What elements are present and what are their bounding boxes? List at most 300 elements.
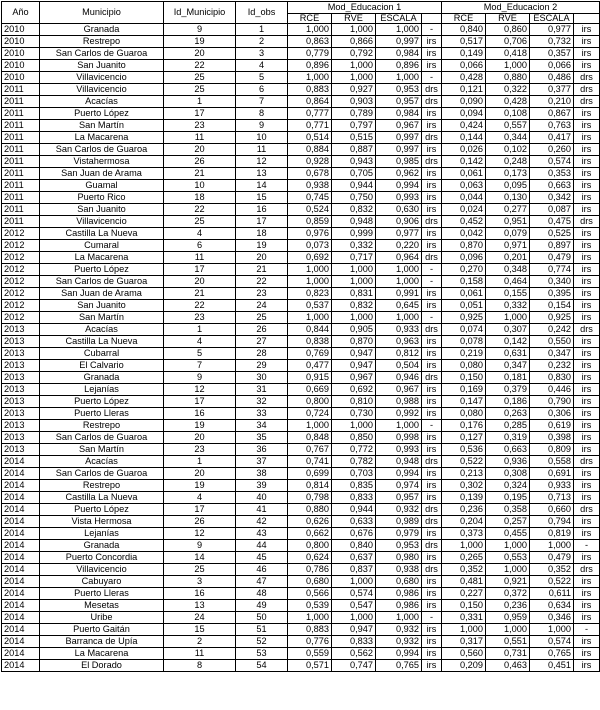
cell-rce-1: 0,566 xyxy=(288,588,332,600)
cell-rve-2: 0,971 xyxy=(486,240,530,252)
cell-municipio: San Carlos de Guaroa xyxy=(40,276,164,288)
cell-returns-2: irs xyxy=(574,588,600,600)
cell-escala-2: 0,663 xyxy=(530,180,574,192)
cell-escala-1: 1,000 xyxy=(376,612,422,624)
cell-escala-2: 0,417 xyxy=(530,132,574,144)
cell-anio: 2012 xyxy=(2,240,40,252)
table-row xyxy=(2,288,600,300)
cell-escala-2: 0,522 xyxy=(530,576,574,588)
cell-rce-1: 0,880 xyxy=(288,504,332,516)
cell-id-obs: 26 xyxy=(236,324,288,336)
cell-rve-1: 0,837 xyxy=(332,564,376,576)
cell-municipio: La Macarena xyxy=(40,132,164,144)
cell-rce-2: 0,270 xyxy=(442,264,486,276)
cell-id-municipio: 22 xyxy=(164,204,236,216)
cell-rve-1: 0,831 xyxy=(332,288,376,300)
cell-id-obs: 49 xyxy=(236,600,288,612)
cell-rce-2: 0,080 xyxy=(442,408,486,420)
cell-municipio: Castilla La Nueva xyxy=(40,492,164,504)
cell-id-obs: 20 xyxy=(236,252,288,264)
cell-rce-1: 1,000 xyxy=(288,312,332,324)
cell-rve-1: 0,772 xyxy=(332,444,376,456)
cell-municipio: Lejanías xyxy=(40,384,164,396)
cell-id-obs: 35 xyxy=(236,432,288,444)
cell-id-obs: 28 xyxy=(236,348,288,360)
cell-anio: 2011 xyxy=(2,108,40,120)
cell-rve-1: 0,692 xyxy=(332,384,376,396)
cell-returns-2: irs xyxy=(574,336,600,348)
cell-id-obs: 22 xyxy=(236,276,288,288)
cell-escala-1: 0,991 xyxy=(376,288,422,300)
cell-id-obs: 51 xyxy=(236,624,288,636)
cell-escala-1: 0,680 xyxy=(376,576,422,588)
cell-anio: 2014 xyxy=(2,564,40,576)
cell-anio: 2013 xyxy=(2,432,40,444)
cell-anio: 2011 xyxy=(2,84,40,96)
cell-municipio: Barranca de Upía xyxy=(40,636,164,648)
cell-id-municipio: 11 xyxy=(164,648,236,660)
cell-municipio: San Carlos de Guaroa xyxy=(40,432,164,444)
cell-returns-2: drs xyxy=(574,96,600,108)
cell-rve-1: 0,944 xyxy=(332,180,376,192)
header-escala-2: ESCALA xyxy=(530,14,574,24)
cell-id-obs: 5 xyxy=(236,72,288,84)
cell-escala-2: 0,353 xyxy=(530,168,574,180)
cell-rve-1: 0,870 xyxy=(332,336,376,348)
cell-escala-1: 1,000 xyxy=(376,312,422,324)
cell-id-obs: 38 xyxy=(236,468,288,480)
cell-rce-1: 0,859 xyxy=(288,216,332,228)
table-row xyxy=(2,624,600,636)
table-row xyxy=(2,324,600,336)
cell-rve-1: 0,833 xyxy=(332,492,376,504)
cell-id-municipio: 24 xyxy=(164,612,236,624)
cell-id-municipio: 16 xyxy=(164,408,236,420)
cell-returns-1: irs xyxy=(422,636,442,648)
cell-escala-1: 0,812 xyxy=(376,348,422,360)
cell-rve-2: 0,959 xyxy=(486,612,530,624)
cell-rce-2: 0,051 xyxy=(442,300,486,312)
cell-id-municipio: 21 xyxy=(164,168,236,180)
cell-municipio: San Juanito xyxy=(40,300,164,312)
cell-escala-2: 0,479 xyxy=(530,252,574,264)
cell-escala-1: 0,984 xyxy=(376,108,422,120)
cell-escala-2: 0,066 xyxy=(530,60,574,72)
cell-escala-2: 0,574 xyxy=(530,156,574,168)
cell-id-municipio: 18 xyxy=(164,192,236,204)
cell-anio: 2012 xyxy=(2,300,40,312)
cell-returns-2: - xyxy=(574,540,600,552)
cell-rve-1: 1,000 xyxy=(332,60,376,72)
cell-escala-2: 0,713 xyxy=(530,492,574,504)
cell-rve-1: 0,750 xyxy=(332,192,376,204)
cell-id-municipio: 12 xyxy=(164,528,236,540)
cell-escala-2: 0,398 xyxy=(530,432,574,444)
cell-id-municipio: 20 xyxy=(164,48,236,60)
cell-returns-2: drs xyxy=(574,456,600,468)
cell-municipio: Villavicencio xyxy=(40,84,164,96)
cell-rce-1: 1,000 xyxy=(288,264,332,276)
cell-escala-2: 0,809 xyxy=(530,444,574,456)
cell-returns-1: irs xyxy=(422,384,442,396)
cell-escala-2: 0,232 xyxy=(530,360,574,372)
cell-municipio: Puerto Rico xyxy=(40,192,164,204)
cell-municipio: San Juanito xyxy=(40,204,164,216)
cell-rce-2: 0,302 xyxy=(442,480,486,492)
cell-escala-1: 0,967 xyxy=(376,384,422,396)
cell-returns-2: irs xyxy=(574,180,600,192)
cell-escala-1: 0,979 xyxy=(376,528,422,540)
cell-returns-1: drs xyxy=(422,372,442,384)
cell-rve-1: 0,999 xyxy=(332,228,376,240)
table-row xyxy=(2,456,600,468)
cell-anio: 2011 xyxy=(2,144,40,156)
cell-id-obs: 40 xyxy=(236,492,288,504)
cell-anio: 2013 xyxy=(2,336,40,348)
cell-anio: 2014 xyxy=(2,588,40,600)
cell-escala-1: 0,932 xyxy=(376,636,422,648)
cell-rce-1: 0,814 xyxy=(288,480,332,492)
cell-rve-2: 0,095 xyxy=(486,180,530,192)
cell-escala-1: 0,997 xyxy=(376,36,422,48)
cell-id-municipio: 17 xyxy=(164,396,236,408)
table-row xyxy=(2,228,600,240)
cell-rce-2: 0,026 xyxy=(442,144,486,156)
cell-id-obs: 42 xyxy=(236,516,288,528)
cell-municipio: Acacías xyxy=(40,456,164,468)
cell-id-municipio: 20 xyxy=(164,276,236,288)
cell-escala-1: 0,980 xyxy=(376,552,422,564)
cell-rce-1: 0,514 xyxy=(288,132,332,144)
cell-rve-1: 0,947 xyxy=(332,360,376,372)
cell-rce-1: 0,571 xyxy=(288,660,332,672)
cell-returns-1: irs xyxy=(422,492,442,504)
cell-rce-1: 0,624 xyxy=(288,552,332,564)
table-row xyxy=(2,24,600,36)
cell-rce-2: 0,150 xyxy=(442,372,486,384)
cell-municipio: Lejanías xyxy=(40,528,164,540)
cell-municipio: El Dorado xyxy=(40,660,164,672)
cell-rce-1: 0,896 xyxy=(288,60,332,72)
cell-anio: 2014 xyxy=(2,540,40,552)
cell-returns-1: irs xyxy=(422,468,442,480)
cell-rve-2: 0,455 xyxy=(486,528,530,540)
cell-id-municipio: 17 xyxy=(164,504,236,516)
cell-municipio: San Juanito xyxy=(40,60,164,72)
cell-escala-1: 0,984 xyxy=(376,48,422,60)
cell-rve-2: 0,418 xyxy=(486,48,530,60)
cell-id-obs: 23 xyxy=(236,288,288,300)
cell-rve-2: 0,248 xyxy=(486,156,530,168)
table-row xyxy=(2,612,600,624)
cell-returns-2: irs xyxy=(574,384,600,396)
cell-escala-1: 0,988 xyxy=(376,396,422,408)
cell-rve-1: 0,832 xyxy=(332,300,376,312)
cell-rve-2: 0,308 xyxy=(486,468,530,480)
cell-rce-2: 0,452 xyxy=(442,216,486,228)
cell-escala-2: 0,525 xyxy=(530,228,574,240)
cell-returns-2: drs xyxy=(574,72,600,84)
cell-rve-1: 0,927 xyxy=(332,84,376,96)
cell-rce-2: 0,331 xyxy=(442,612,486,624)
cell-rve-2: 0,951 xyxy=(486,216,530,228)
table-row xyxy=(2,636,600,648)
cell-rve-2: 0,731 xyxy=(486,648,530,660)
cell-id-municipio: 8 xyxy=(164,660,236,672)
cell-returns-1: irs xyxy=(422,108,442,120)
cell-municipio: San Martín xyxy=(40,444,164,456)
header-escala-1: ESCALA xyxy=(376,14,422,24)
cell-returns-1: drs xyxy=(422,156,442,168)
table-row xyxy=(2,72,600,84)
cell-returns-2: irs xyxy=(574,360,600,372)
cell-returns-2: irs xyxy=(574,612,600,624)
cell-municipio: Villavicencio xyxy=(40,564,164,576)
cell-returns-2: drs xyxy=(574,216,600,228)
cell-returns-1: irs xyxy=(422,408,442,420)
cell-escala-2: 0,550 xyxy=(530,336,574,348)
cell-escala-1: 0,997 xyxy=(376,132,422,144)
cell-rce-2: 0,094 xyxy=(442,108,486,120)
cell-rce-1: 1,000 xyxy=(288,24,332,36)
cell-id-municipio: 9 xyxy=(164,372,236,384)
cell-anio: 2011 xyxy=(2,192,40,204)
cell-id-municipio: 15 xyxy=(164,624,236,636)
table-row xyxy=(2,372,600,384)
cell-id-obs: 11 xyxy=(236,144,288,156)
cell-returns-2: irs xyxy=(574,516,600,528)
cell-rce-2: 0,080 xyxy=(442,360,486,372)
cell-escala-2: 0,446 xyxy=(530,384,574,396)
cell-rce-2: 0,925 xyxy=(442,312,486,324)
cell-returns-2: irs xyxy=(574,468,600,480)
cell-id-obs: 29 xyxy=(236,360,288,372)
table-row xyxy=(2,240,600,252)
cell-rve-2: 0,173 xyxy=(486,168,530,180)
cell-id-obs: 4 xyxy=(236,60,288,72)
cell-id-municipio: 26 xyxy=(164,516,236,528)
table-row xyxy=(2,300,600,312)
cell-returns-1: drs xyxy=(422,252,442,264)
cell-id-municipio: 23 xyxy=(164,312,236,324)
cell-rve-1: 0,705 xyxy=(332,168,376,180)
cell-municipio: Puerto Lleras xyxy=(40,408,164,420)
cell-escala-2: 0,475 xyxy=(530,216,574,228)
table-row xyxy=(2,360,600,372)
cell-id-obs: 8 xyxy=(236,108,288,120)
cell-municipio: Acacías xyxy=(40,324,164,336)
cell-id-municipio: 7 xyxy=(164,360,236,372)
cell-rve-1: 1,000 xyxy=(332,72,376,84)
cell-returns-2: - xyxy=(574,624,600,636)
cell-rve-2: 0,201 xyxy=(486,252,530,264)
table-row xyxy=(2,540,600,552)
cell-id-obs: 30 xyxy=(236,372,288,384)
cell-returns-1: drs xyxy=(422,456,442,468)
cell-rve-1: 0,562 xyxy=(332,648,376,660)
cell-returns-1: irs xyxy=(422,528,442,540)
cell-returns-1: - xyxy=(422,420,442,432)
cell-escala-1: 0,977 xyxy=(376,228,422,240)
cell-rce-2: 0,227 xyxy=(442,588,486,600)
cell-returns-2: irs xyxy=(574,528,600,540)
cell-escala-1: 0,220 xyxy=(376,240,422,252)
cell-municipio: Granada xyxy=(40,540,164,552)
cell-rce-2: 0,096 xyxy=(442,252,486,264)
cell-anio: 2012 xyxy=(2,228,40,240)
cell-rve-1: 0,547 xyxy=(332,600,376,612)
cell-anio: 2010 xyxy=(2,36,40,48)
cell-anio: 2013 xyxy=(2,348,40,360)
cell-rce-1: 0,767 xyxy=(288,444,332,456)
cell-id-obs: 52 xyxy=(236,636,288,648)
cell-rce-2: 0,061 xyxy=(442,168,486,180)
cell-rve-2: 0,263 xyxy=(486,408,530,420)
cell-escala-1: 0,974 xyxy=(376,480,422,492)
cell-returns-1: irs xyxy=(422,180,442,192)
cell-returns-2: irs xyxy=(574,240,600,252)
cell-rve-1: 0,947 xyxy=(332,624,376,636)
table-row xyxy=(2,384,600,396)
cell-escala-1: 0,957 xyxy=(376,96,422,108)
cell-rve-1: 1,000 xyxy=(332,276,376,288)
cell-escala-1: 0,989 xyxy=(376,516,422,528)
cell-rve-2: 0,257 xyxy=(486,516,530,528)
cell-rce-2: 0,024 xyxy=(442,204,486,216)
table-row xyxy=(2,204,600,216)
cell-returns-2: irs xyxy=(574,60,600,72)
cell-returns-1: drs xyxy=(422,564,442,576)
cell-rce-1: 0,524 xyxy=(288,204,332,216)
cell-rve-1: 0,947 xyxy=(332,348,376,360)
cell-id-municipio: 14 xyxy=(164,552,236,564)
cell-municipio: San Carlos de Guaroa xyxy=(40,144,164,156)
cell-rce-2: 0,042 xyxy=(442,228,486,240)
cell-municipio: Guamal xyxy=(40,180,164,192)
table-row xyxy=(2,600,600,612)
cell-rve-2: 1,000 xyxy=(486,540,530,552)
cell-rve-1: 0,943 xyxy=(332,156,376,168)
cell-municipio: Mesetas xyxy=(40,600,164,612)
cell-escala-1: 0,998 xyxy=(376,432,422,444)
cell-rve-1: 0,332 xyxy=(332,240,376,252)
cell-returns-2: irs xyxy=(574,48,600,60)
cell-rve-1: 0,903 xyxy=(332,96,376,108)
cell-rve-1: 0,633 xyxy=(332,516,376,528)
cell-rve-1: 0,747 xyxy=(332,660,376,672)
cell-anio: 2013 xyxy=(2,408,40,420)
cell-rce-2: 1,000 xyxy=(442,624,486,636)
cell-id-obs: 48 xyxy=(236,588,288,600)
cell-escala-2: 0,479 xyxy=(530,552,574,564)
cell-returns-2: irs xyxy=(574,228,600,240)
cell-returns-1: irs xyxy=(422,396,442,408)
cell-rve-1: 0,792 xyxy=(332,48,376,60)
cell-returns-2: irs xyxy=(574,408,600,420)
cell-rve-2: 0,181 xyxy=(486,372,530,384)
cell-escala-2: 1,000 xyxy=(530,540,574,552)
cell-anio: 2012 xyxy=(2,264,40,276)
table-row xyxy=(2,492,600,504)
cell-rce-1: 1,000 xyxy=(288,612,332,624)
cell-escala-2: 0,732 xyxy=(530,36,574,48)
cell-id-municipio: 16 xyxy=(164,588,236,600)
cell-rce-1: 1,000 xyxy=(288,420,332,432)
header-anio: Año xyxy=(2,2,40,24)
cell-returns-2: drs xyxy=(574,84,600,96)
cell-rve-2: 0,372 xyxy=(486,588,530,600)
cell-rce-1: 0,884 xyxy=(288,144,332,156)
table-row xyxy=(2,504,600,516)
cell-anio: 2011 xyxy=(2,168,40,180)
cell-escala-2: 0,306 xyxy=(530,408,574,420)
cell-id-municipio: 4 xyxy=(164,336,236,348)
cell-rce-2: 0,424 xyxy=(442,120,486,132)
cell-rve-2: 0,936 xyxy=(486,456,530,468)
table-body xyxy=(2,24,600,672)
cell-escala-1: 0,993 xyxy=(376,444,422,456)
cell-anio: 2014 xyxy=(2,480,40,492)
cell-returns-2: irs xyxy=(574,120,600,132)
cell-id-municipio: 20 xyxy=(164,432,236,444)
cell-rce-2: 0,265 xyxy=(442,552,486,564)
header-rce-1: RCE xyxy=(288,14,332,24)
cell-rve-1: 0,637 xyxy=(332,552,376,564)
cell-anio: 2014 xyxy=(2,636,40,648)
cell-rce-1: 0,662 xyxy=(288,528,332,540)
cell-rve-1: 0,833 xyxy=(332,636,376,648)
cell-returns-2: irs xyxy=(574,444,600,456)
cell-anio: 2014 xyxy=(2,624,40,636)
cell-rce-2: 0,121 xyxy=(442,84,486,96)
cell-id-municipio: 17 xyxy=(164,108,236,120)
cell-rve-1: 0,835 xyxy=(332,480,376,492)
cell-rve-1: 1,000 xyxy=(332,612,376,624)
cell-rce-1: 0,786 xyxy=(288,564,332,576)
table-row xyxy=(2,660,600,672)
cell-id-municipio: 2 xyxy=(164,636,236,648)
cell-returns-2: irs xyxy=(574,552,600,564)
cell-municipio: Cabuyaro xyxy=(40,576,164,588)
cell-rve-1: 1,000 xyxy=(332,576,376,588)
table-row xyxy=(2,480,600,492)
cell-municipio: La Macarena xyxy=(40,252,164,264)
cell-returns-1: irs xyxy=(422,228,442,240)
cell-municipio: Uribe xyxy=(40,612,164,624)
cell-rve-1: 0,810 xyxy=(332,396,376,408)
cell-id-municipio: 19 xyxy=(164,480,236,492)
table-row xyxy=(2,336,600,348)
cell-escala-2: 0,634 xyxy=(530,600,574,612)
cell-returns-2: irs xyxy=(574,300,600,312)
cell-escala-1: 0,994 xyxy=(376,180,422,192)
cell-municipio: Puerto López xyxy=(40,396,164,408)
cell-rve-2: 1,000 xyxy=(486,624,530,636)
cell-id-municipio: 25 xyxy=(164,216,236,228)
cell-anio: 2011 xyxy=(2,204,40,216)
cell-municipio: San Carlos de Guaroa xyxy=(40,468,164,480)
cell-anio: 2011 xyxy=(2,120,40,132)
cell-returns-2: irs xyxy=(574,252,600,264)
cell-rce-2: 0,061 xyxy=(442,288,486,300)
cell-returns-2: irs xyxy=(574,312,600,324)
cell-id-obs: 36 xyxy=(236,444,288,456)
cell-anio: 2014 xyxy=(2,492,40,504)
cell-rce-1: 0,771 xyxy=(288,120,332,132)
cell-returns-2: drs xyxy=(574,324,600,336)
cell-anio: 2014 xyxy=(2,516,40,528)
cell-escala-1: 0,986 xyxy=(376,600,422,612)
